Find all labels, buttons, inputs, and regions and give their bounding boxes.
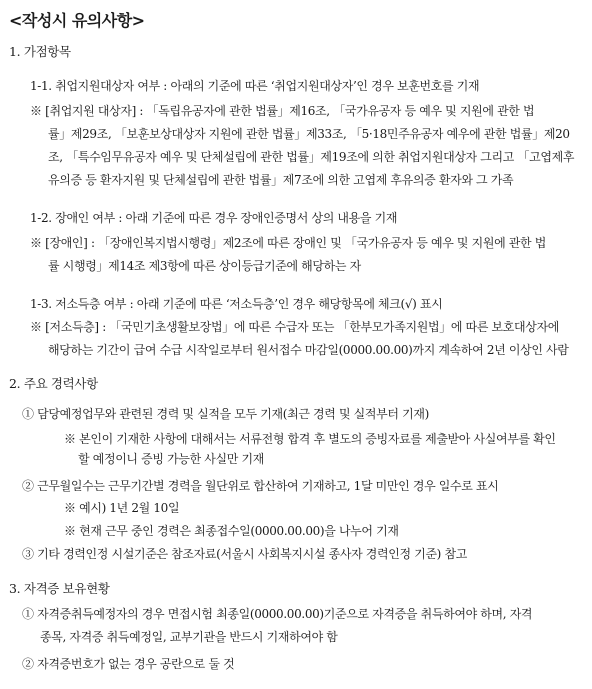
career-item-3-label: ③ 기타 경력인정 시설기준은 참조자료(서울시 사회복지시설 종사자 경력인정 기준) 참고 [22, 547, 467, 561]
item-1-3-note-line: ※ [저소득층] : 「국민기초생활보장법」에 따른 수급자 또는 「한부모가족지원법」에 따른 보호대상자에 [30, 320, 559, 334]
career-item-1-note-line: 할 예정이니 증빙 가능한 사실만 기재 [78, 452, 264, 466]
license-item-1-line: 종목, 자격증 취득예정일, 교부기관을 반드시 기재하여야 함 [40, 630, 338, 644]
item-1-2-label: 1-2. 장애인 여부 : 아래 기준에 따른 경우 장애인증명서 상의 내용을 기재 [30, 211, 398, 225]
item-1-2-note-line: 률 시행령」제14조 제3항에 따른 상이등급기준에 해당하는 자 [48, 259, 361, 273]
item-1-2-note-line: ※ [장애인] : 「장애인복지법시행령」제2조에 따른 장애인 및 「국가유공자 등 예우 및 지원에 관한 법 [30, 236, 546, 250]
section-1-heading: 1. 가점항목 [9, 44, 71, 59]
career-item-1-label: ① 담당예정업무와 관련된 경력 및 실적을 모두 기재(최근 경력 및 실적부터 기재) [22, 407, 429, 421]
item-1-1-note-line: 유의증 등 환자지원 및 단체설립에 관한 법률」제7조에 의한 고엽제 후유의증 환자와 그 가족 [48, 173, 514, 187]
item-1-1-note-line: 률」제29조, 「보훈보상대상자 지원에 관한 법률」제33조, 「5·18민주유공자 예우에 관한 법률」제20 [48, 127, 570, 141]
item-1-1-label: 1-1. 취업지원대상자 여부 : 아래의 기준에 따른 ‘취업지원대상자’인 경우 보훈번호를 기재 [30, 79, 480, 93]
career-item-2-example: ※ 예시) 1년 2월 10일 [64, 501, 180, 515]
license-item-2: ② 자격증번호가 없는 경우 공란으로 둘 것 [22, 657, 235, 671]
section-3-heading: 3. 자격증 보유현황 [9, 581, 110, 596]
item-1-3-label: 1-3. 저소득층 여부 : 아래 기준에 따른 ‘저소득층’인 경우 해당항목에 체크(√) 표시 [30, 297, 443, 311]
page-title: <작성시 유의사항> [9, 11, 145, 30]
item-1-3-note-line: 해당하는 기간이 급여 수급 시작일로부터 원서접수 마감일(0000.00.00)까지 계속하여 2년 이상인 사람 [48, 343, 569, 357]
career-item-1-note-line: ※ 본인이 기재한 사항에 대해서는 서류전형 합격 후 별도의 증빙자료를 제출받아 사실여부를 확인 [64, 432, 556, 446]
item-1-1-note-line: ※ [취업지원 대상자] : 「독립유공자에 관한 법률」제16조, 「국가유공자 등 예우 및 지원에 관한 법 [30, 104, 535, 118]
item-1-1-note-line: 조, 「특수임무유공자 예우 및 단체설립에 관한 법률」제19조에 의한 취업지원대상자 그리고 「고엽제후 [48, 150, 575, 164]
career-item-2-note: ※ 현재 근무 중인 경력은 최종접수일(0000.00.00)을 나누어 기재 [64, 524, 399, 538]
license-item-1-line: ① 자격증취득예정자의 경우 면접시험 최종일(0000.00.00)기준으로 자격증을 취득하여야 하며, 자격 [22, 607, 533, 621]
career-item-2-label: ② 근무월일수는 근무기간별 경력을 월단위로 합산하여 기재하고, 1달 미만인 경우 일수로 표시 [22, 479, 499, 493]
section-2-heading: 2. 주요 경력사항 [9, 376, 98, 391]
